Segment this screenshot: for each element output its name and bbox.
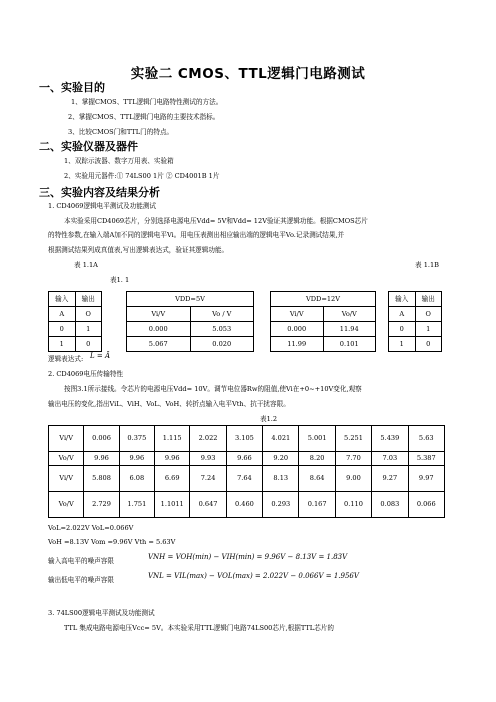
s1-item: 2、掌握CMOS、TTL逻辑门电路的主要技术指标。	[68, 113, 220, 121]
s2-item: 1、双踪示波器、数字万用表、实验箱	[64, 157, 174, 165]
cell: 5.053	[190, 322, 254, 337]
cell: 0.000	[127, 322, 191, 337]
s2-item: 2、实验用元器件:① 74LS00 1片 ② CD4001B 1片	[64, 172, 220, 180]
header-cell: A	[49, 307, 76, 322]
paragraph-line: 的特性参数,在输入端A加不同的逻辑电平Vi。用电压表测出相应输出端的逻辑电平Vo.记录测试结果,并	[48, 231, 345, 239]
cell: 1	[49, 337, 76, 352]
truth-table-left	[48, 291, 102, 352]
section-heading-2: 二、实验仪器及器件	[39, 140, 138, 153]
cell: 1.1011	[155, 492, 190, 518]
header-cell: A	[389, 307, 416, 322]
cell: 1.751	[119, 492, 154, 518]
cell: 0.083	[372, 492, 408, 518]
cell: 0	[415, 337, 442, 352]
cell: 1	[389, 337, 416, 352]
s1-item: 1、掌握CMOS、TTL逻辑门电路特性测试的方法。	[71, 98, 223, 106]
logic-expression-label: 逻辑表达式:	[48, 355, 84, 363]
cell: 9.27	[372, 466, 408, 492]
cell: 0.000	[271, 322, 324, 337]
noise-margin-high-label: 输入高电平的噪声容限	[48, 557, 114, 565]
section-heading-3: 三、实验内容及结果分析	[39, 186, 160, 199]
cell: 5.251	[335, 426, 371, 452]
cell: 8.64	[299, 466, 335, 492]
cell: 0	[49, 322, 76, 337]
noise-margin-high-formula: VNH = VOH(min) − VIH(min) = 9.96V − 8.13V = 1.83V	[148, 553, 348, 561]
paragraph-line: 输出电压的变化,指出ViL、ViH、VoL、VoH、转折点输入电平Vth、抗干扰容限。	[48, 400, 290, 408]
row-label: Vo/V	[49, 452, 84, 466]
table-caption-left: 表 1.1A	[74, 261, 98, 269]
table-caption-12: 表1.2	[260, 415, 278, 423]
param-line: VoL=2.022V VoL=0.066V	[48, 524, 134, 532]
table-caption-11: 表1. 1	[110, 276, 130, 284]
cell: 7.03	[372, 452, 408, 466]
section-heading-1: 一、实验目的	[39, 81, 105, 94]
cell: 9.97	[408, 466, 444, 492]
cell: 2.022	[190, 426, 226, 452]
cell: 0.375	[119, 426, 154, 452]
cell: 9.00	[335, 466, 371, 492]
cell: 9.20	[263, 452, 299, 466]
s3-subheading-1: 1. CD4069逻辑电平测试及功能测试	[48, 202, 157, 210]
logic-expression: L = Ā	[90, 352, 111, 360]
cell: 4.021	[263, 426, 299, 452]
cell: 8.20	[299, 452, 335, 466]
cell: 5.001	[299, 426, 335, 452]
row-label: Vo/V	[49, 492, 84, 518]
s1-item: 3、比较CMOS门和TTL门的特点。	[68, 128, 174, 136]
paragraph-line: TTL 集成电路电源电压Vcc= 5V。本实验采用TTL逻辑门电路74LS00芯片,根据TTL芯片的	[64, 624, 334, 632]
cell: 2.729	[84, 492, 119, 518]
row-label: Vi/V	[49, 426, 84, 452]
header-cell: O	[75, 307, 102, 322]
header-cell: Vi/V	[127, 307, 191, 322]
cell: 5.808	[84, 466, 119, 492]
cell: 5.067	[127, 337, 191, 352]
cell: 9.96	[84, 452, 119, 466]
cell: 11.99	[271, 337, 324, 352]
cell: 0.066	[408, 492, 444, 518]
table-caption-right: 表 1.1B	[415, 261, 440, 269]
truth-table-right	[388, 291, 442, 352]
cell: 3.105	[226, 426, 262, 452]
cell: 0.293	[263, 492, 299, 518]
row-label: Vi/V	[49, 466, 84, 492]
header-cell: Vi/V	[271, 307, 324, 322]
paragraph-line: 按图3.1所示接线。令芯片的电源电压Vdd= 10V。调节电位器Rw的阻值,使Vi在+0~+10V变化,观察	[64, 385, 362, 393]
cell: 11.94	[323, 322, 376, 337]
cell: 0	[389, 322, 416, 337]
transfer-table	[48, 425, 445, 518]
cell: 0.647	[190, 492, 226, 518]
cell: 9.66	[226, 452, 262, 466]
noise-margin-low-formula: VNL = VIL(max) − VOL(max) = 2.022V − 0.066V = 1.956V	[148, 572, 359, 580]
vdd5-table	[126, 291, 254, 352]
paragraph-line: 本实验采用CD4069芯片，分别选择电源电压Vdd= 5V和Vdd= 12V验证其逻辑功能。根据CMOS芯片	[64, 217, 368, 225]
cell: 0.167	[299, 492, 335, 518]
header-cell: O	[415, 307, 442, 322]
cell: 9.96	[155, 452, 190, 466]
paragraph-line: 根据测试结果列成真值表,写出逻辑表达式，验证其逻辑功能。	[48, 246, 229, 254]
header-cell: Vo/V	[323, 307, 376, 322]
cell: 6.08	[119, 466, 154, 492]
cell: 9.93	[190, 452, 226, 466]
cell: 5.439	[372, 426, 408, 452]
param-line: VoH =8.13V Vom =9.96V Vth = 5.63V	[48, 538, 176, 546]
noise-margin-low-label: 输出低电平的噪声容限	[48, 576, 114, 584]
cell: 0.020	[190, 337, 254, 352]
header-cell: VDD=5V	[127, 292, 254, 307]
cell: 7.24	[190, 466, 226, 492]
cell: 9.96	[119, 452, 154, 466]
cell: 0	[75, 337, 102, 352]
cell: 5.387	[408, 452, 444, 466]
cell: 6.69	[155, 466, 190, 492]
cell: 1	[75, 322, 102, 337]
header-cell: Vo / V	[190, 307, 254, 322]
cell: 1.115	[155, 426, 190, 452]
cell: 0.460	[226, 492, 262, 518]
s3-subheading-3: 3. 74LS00逻辑电平测试及功能测试	[48, 609, 155, 617]
vdd12-table	[270, 291, 376, 352]
header-cell: 输入	[49, 292, 76, 307]
cell: 8.13	[263, 466, 299, 492]
header-cell: VDD=12V	[271, 292, 376, 307]
header-cell: 输出	[75, 292, 102, 307]
s3-subheading-2: 2. CD4069电压传输特性	[48, 370, 124, 378]
cell: 7.70	[335, 452, 371, 466]
cell: 0.110	[335, 492, 371, 518]
cell: 5.63	[408, 426, 444, 452]
cell: 0.101	[323, 337, 376, 352]
header-cell: 输出	[415, 292, 442, 307]
header-cell: 输入	[389, 292, 416, 307]
cell: 0.006	[84, 426, 119, 452]
cell: 1	[415, 322, 442, 337]
page-title: 实验二 CMOS、TTL逻辑门电路测试	[130, 66, 366, 82]
cell: 7.64	[226, 466, 262, 492]
